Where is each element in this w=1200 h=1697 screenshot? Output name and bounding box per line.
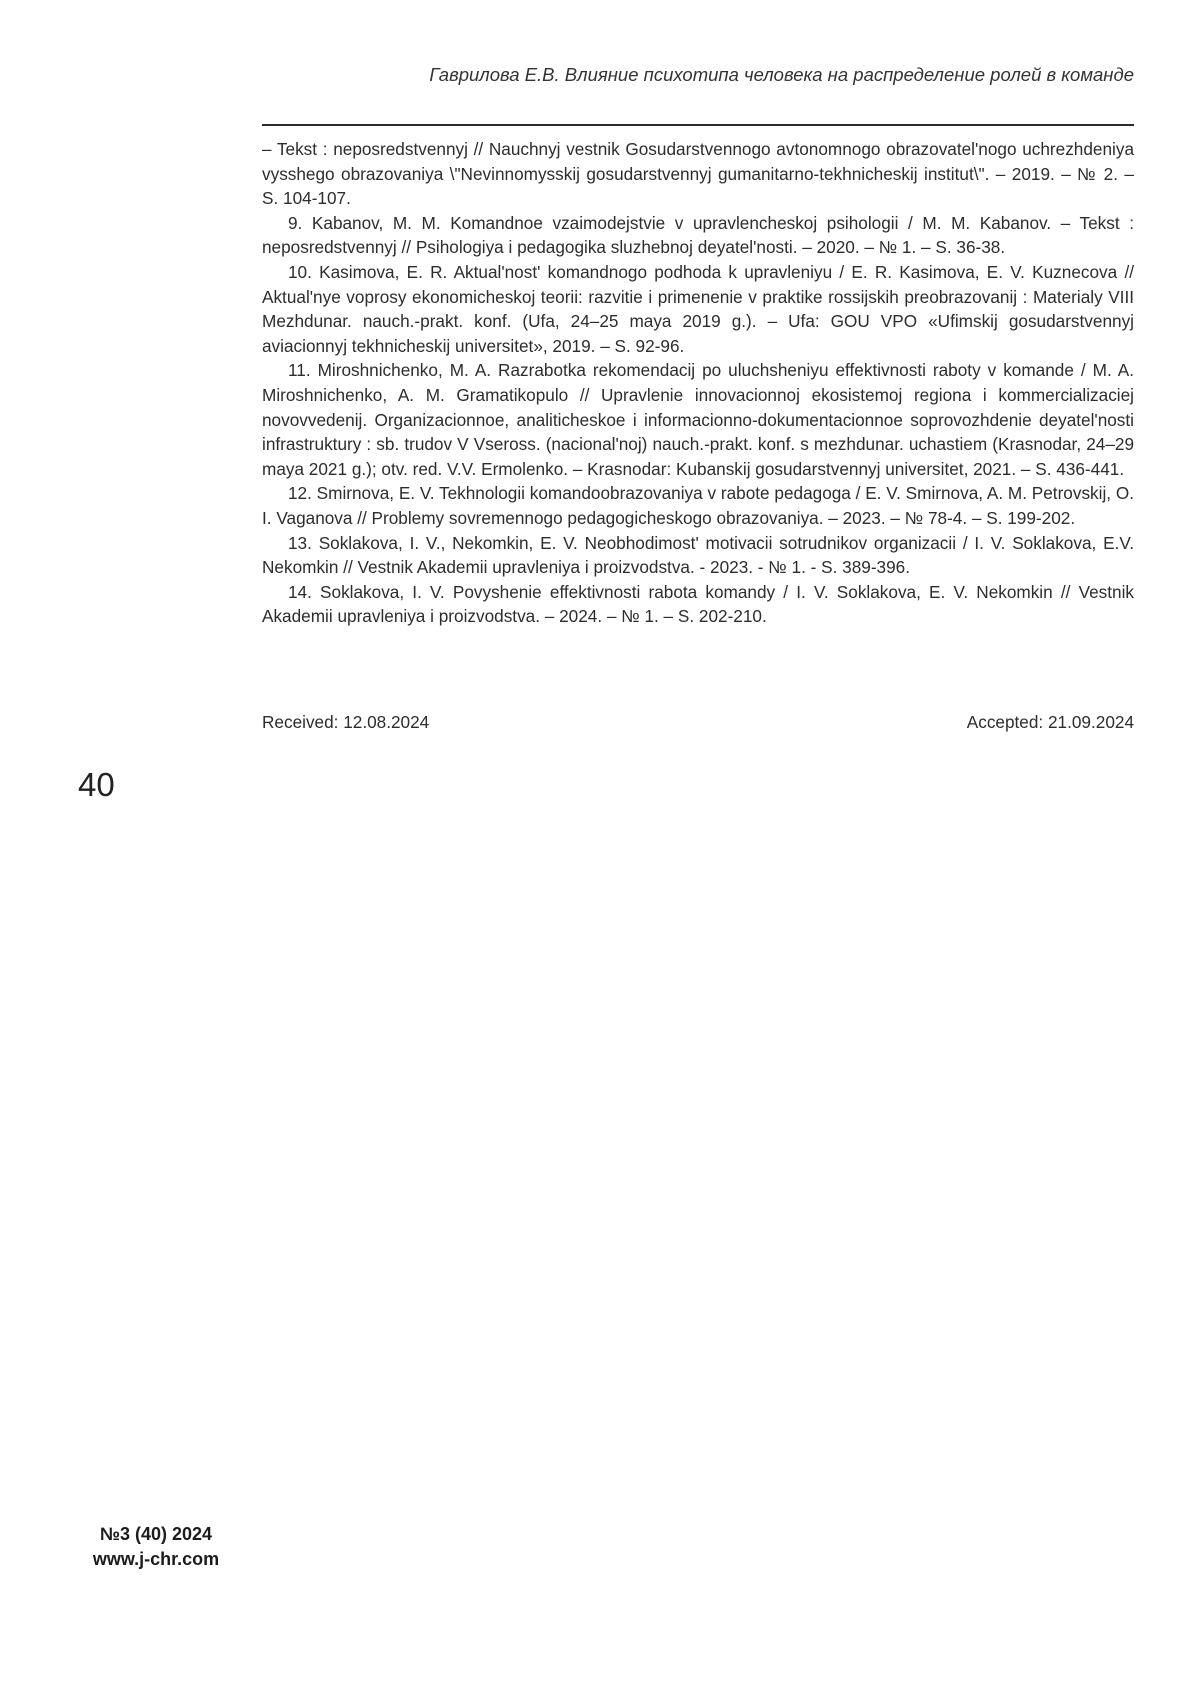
page-number: 40: [78, 766, 115, 803]
reference-item: 10. Kasimova, E. R. Aktual'nost' komandnogo podhoda k upravleniyu / E. R. Kasimova, E. V. Kuznecova // Aktual'nye voprosy ekonomicheskoj teorii: razvitie i primenenie v praktike rossijskih preobrazovanij : Materialy VIII Mezhdunar. nauch.-prakt. konf. (Ufa, 24–25 maya 2019 g.). – Ufa: GOU VPO «Ufimskij gosudarstvennyj aviacionnyj tekhnicheskij universitet», 2019. – S. 92-96.: [262, 261, 1134, 356]
reference-item: – Tekst : neposredstvennyj // Nauchnyj vestnik Gosudarstvennogo avtonomnogo obrazovatel'nogo uchrezhdeniya vysshego obrazovaniya \"Nevinnomysskij gosudarstvennyj gumanitarno-tekhnicheskij institut\". – 2019. – № 2. – S. 104-107.: [262, 139, 1134, 209]
submission-dates: [262, 712, 1134, 733]
reference-item: 13. Soklakova, I. V., Nekomkin, E. V. Neobhodimost' motivacii sotrudnikov organizacii / I. V. Soklakova, E.V. Nekomkin // Vestnik Akademii upravleniya i proizvodstva. - 2023. - № 1. - S. 389-396.: [262, 532, 1134, 578]
reference-item: 11. Miroshnichenko, M. A. Razrabotka rekomendacij po uluchsheniyu effektivnosti raboty v komande / M. A. Miroshnichenko, A. M. Gramatikopulo // Upravlenie innovacionnoj ekosistemoj regiona i kommercializaciej novovvedenij. Organizacionnoe, analiticheskoe i informacionno-dokumentacionnoe soprovozhdenie deyatel'nosti infrastruktury : sb. trudov V Vseross. (nacional'noj) nauch.-prakt. konf. s mezhdunar. uchastiem (Krasnodar, 24–29 maya 2021 g.); otv. red. V.V. Ermolenko. – Krasnodar: Kubanskij gosudarstvennyj universitet, 2021. – S. 436-441.: [262, 360, 1134, 479]
reference-item: 9. Kabanov, M. M. Komandnoe vzaimodejstvie v upravlencheskoj psihologii / M. M. Kabanov. – Tekst : neposredstvennyj // Psihologiya i pedagogika sluzhebnoj deyatel'nosti. – 2020. – № 1. – S. 36-38.: [262, 212, 1134, 258]
reference-item: 14. Soklakova, I. V. Povyshenie effektivnosti rabota komandy / I. V. Soklakova, E. V. Nekomkin // Vestnik Akademii upravleniya i proizvodstva. – 2024. – № 1. – S. 202-210.: [262, 581, 1134, 627]
accepted-date: Accepted: 21.09.2024: [966, 712, 1134, 732]
received-date: Received: 12.08.2024: [262, 712, 430, 732]
journal-website: www.j-chr.com: [92, 1549, 220, 1569]
running-header-title: Гаврилова Е.В. Влияние психотипа человека на распределение ролей в команде: [429, 64, 1134, 85]
header-divider: [262, 124, 1134, 126]
reference-list: [262, 137, 1134, 629]
reference-item: 12. Smirnova, E. V. Tekhnologii komandoobrazovaniya v rabote pedagoga / E. V. Smirnova, A. M. Petrovskij, O. I. Vaganova // Problemy sovremennogo pedagogicheskogo obrazovaniya. – 2023. – № 78-4. – S. 199-202.: [262, 483, 1134, 528]
journal-issue: №3 (40) 2024: [99, 1524, 213, 1544]
